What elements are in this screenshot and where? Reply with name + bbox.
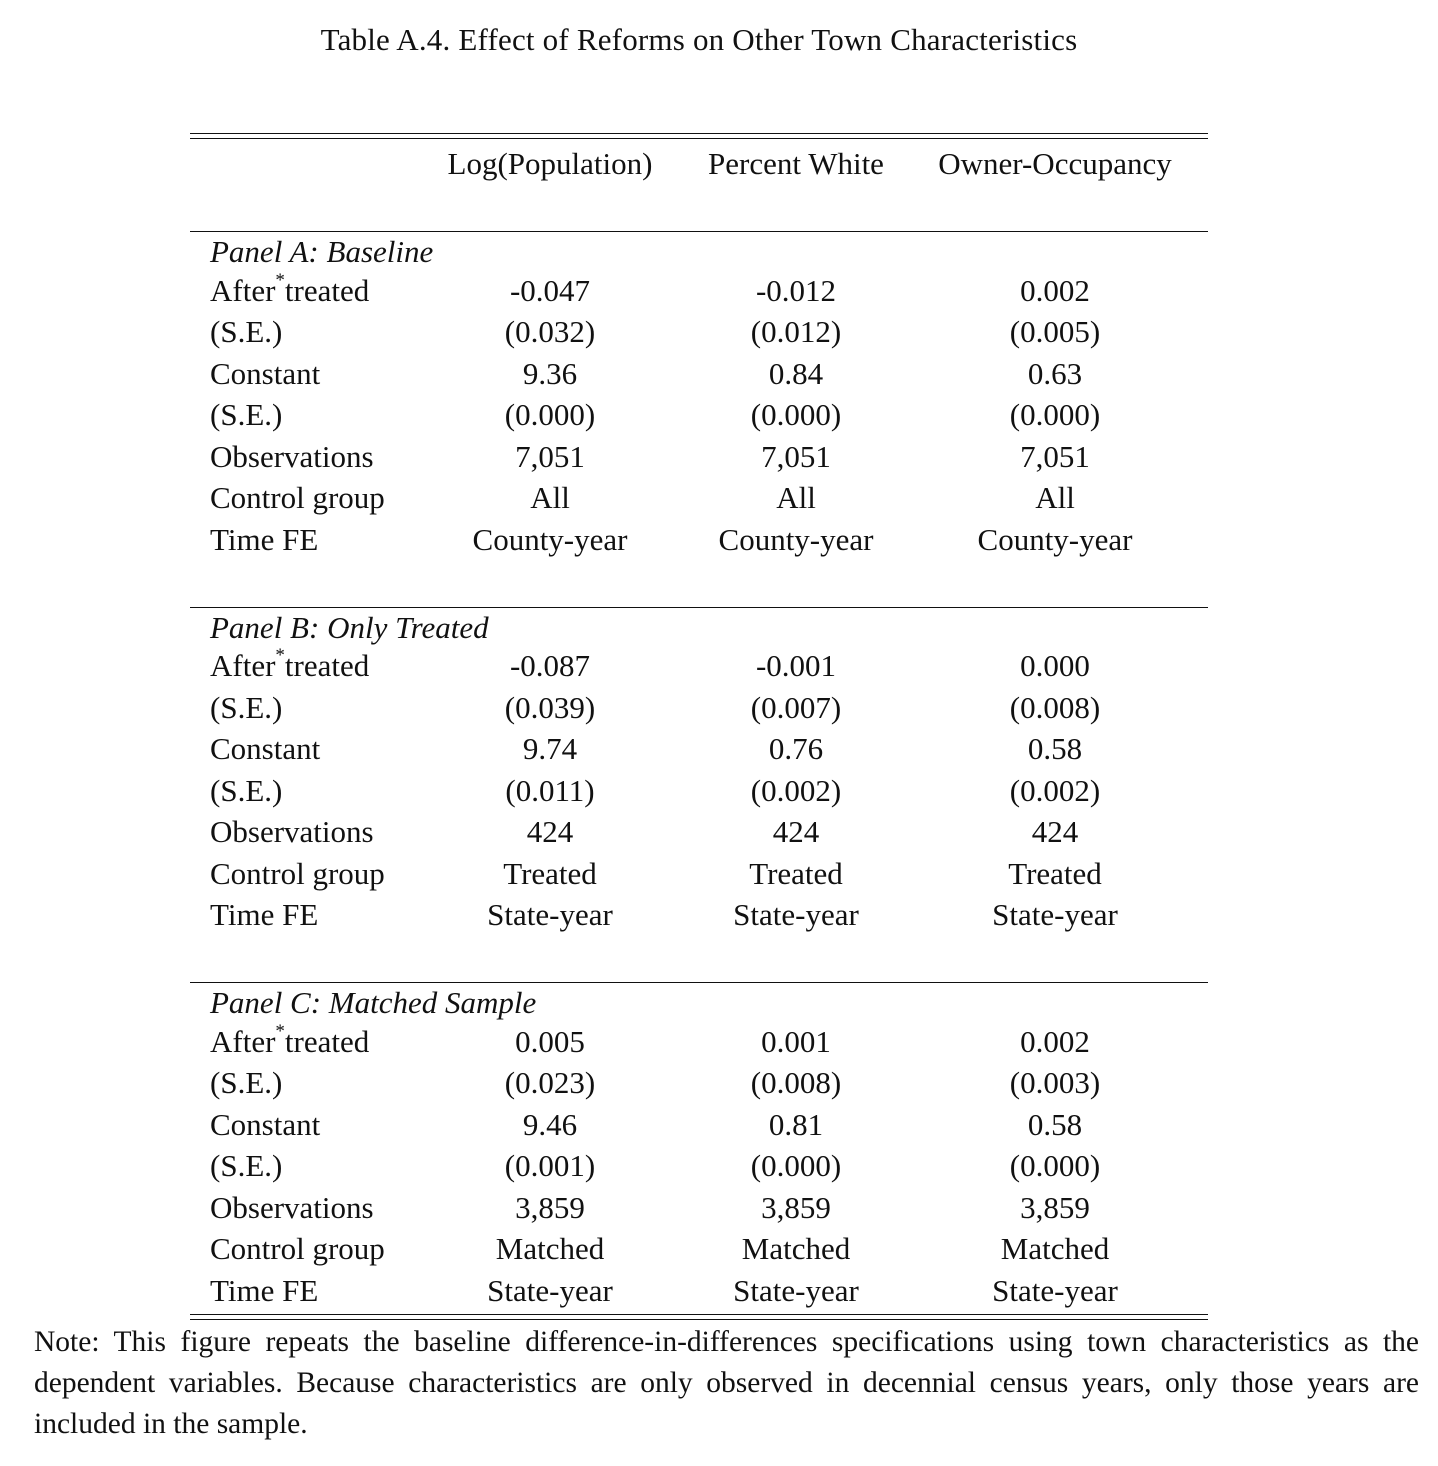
table-cell: All xyxy=(1035,480,1075,516)
table-row xyxy=(190,853,1208,895)
table-cell: 0.81 xyxy=(768,1106,824,1142)
table-cell: 0.63 xyxy=(1027,355,1083,391)
row-label: (S.E.) xyxy=(210,1065,283,1101)
column-header: Percent White xyxy=(708,146,884,181)
table-cell: (0.000) xyxy=(1009,1148,1101,1184)
table-cell: Matched xyxy=(495,1231,605,1267)
table-cell: -0.087 xyxy=(509,648,591,684)
table-cell: 0.58 xyxy=(1027,1106,1083,1142)
table-cell: (0.001) xyxy=(504,1148,596,1184)
table-row xyxy=(190,1063,1208,1105)
table-cell: County-year xyxy=(718,521,874,557)
table-cell: (0.039) xyxy=(504,689,596,725)
table-cell: 424 xyxy=(772,814,820,850)
row-label: (S.E.) xyxy=(210,772,283,808)
panel-title-row xyxy=(190,232,1208,270)
row-label-part: After xyxy=(210,648,276,684)
table-cell: (0.011) xyxy=(505,772,595,808)
table-cell: 9.36 xyxy=(522,355,578,391)
row-label-star: * xyxy=(275,645,285,667)
table-cell: County-year xyxy=(472,521,628,557)
table-title: Table A.4. Effect of Reforms on Other Town Characteristics xyxy=(320,22,1078,57)
table-row xyxy=(190,770,1208,812)
row-label: Control group xyxy=(210,480,385,516)
table-cell: 0.005 xyxy=(515,1023,585,1059)
table-cell: (0.032) xyxy=(504,314,596,350)
table-cell: County-year xyxy=(977,521,1133,557)
row-label: Time FE xyxy=(210,897,319,933)
table-cell: (0.002) xyxy=(1009,772,1101,808)
column-header: Owner-Occupancy xyxy=(938,146,1172,181)
table-row xyxy=(190,1229,1208,1271)
table-cell: State-year xyxy=(992,897,1118,933)
table-row xyxy=(190,729,1208,771)
row-label: Constant xyxy=(210,1106,321,1142)
table-cell: 7,051 xyxy=(515,438,585,474)
row-label xyxy=(190,1020,410,1060)
table-cell: 7,051 xyxy=(1020,438,1090,474)
table-cell: 424 xyxy=(526,814,574,850)
row-label: (S.E.) xyxy=(210,1148,283,1184)
row-label: Observations xyxy=(210,1189,374,1225)
table-row xyxy=(190,270,1208,312)
table-row xyxy=(190,1104,1208,1146)
row-label-star: * xyxy=(275,1020,285,1042)
row-label: (S.E.) xyxy=(210,397,283,433)
table-row xyxy=(190,895,1208,937)
table-row xyxy=(190,646,1208,688)
row-label xyxy=(190,645,410,684)
table-cell: State-year xyxy=(487,897,613,933)
table-cell: State-year xyxy=(487,1272,613,1308)
row-label-part: treated xyxy=(284,648,370,684)
table-cell: All xyxy=(776,480,816,516)
table-cell: (0.000) xyxy=(750,1148,842,1184)
table-cell: 0.84 xyxy=(768,355,824,391)
table-cell: 0.000 xyxy=(1020,648,1090,684)
table-row xyxy=(190,687,1208,729)
panel-title-row xyxy=(190,983,1208,1021)
table-cell: 9.74 xyxy=(522,731,578,767)
table-cell: State-year xyxy=(733,897,859,933)
table-cell: Treated xyxy=(503,855,597,891)
panel-title-row xyxy=(190,608,1208,646)
table-cell: 3,859 xyxy=(1020,1189,1090,1225)
row-label xyxy=(190,269,410,309)
table-row xyxy=(190,812,1208,854)
row-label: Control group xyxy=(210,855,385,891)
table-row xyxy=(190,436,1208,478)
panel-title: Panel A: Baseline xyxy=(210,234,434,269)
table-cell: 424 xyxy=(1031,814,1079,850)
table-cell: (0.008) xyxy=(750,1065,842,1101)
row-label-part: treated xyxy=(284,1023,370,1059)
table-cell: 0.58 xyxy=(1027,731,1083,767)
table-cell: 0.002 xyxy=(1020,272,1090,308)
table-cell: (0.000) xyxy=(1009,397,1101,433)
table-cell: (0.023) xyxy=(504,1065,596,1101)
table-cell: 7,051 xyxy=(761,438,831,474)
panel-title: Panel C: Matched Sample xyxy=(210,985,537,1020)
table-row xyxy=(190,519,1208,561)
table-cell: -0.012 xyxy=(755,272,837,308)
table-cell: (0.000) xyxy=(504,397,596,433)
table-cell: Matched xyxy=(1000,1231,1110,1267)
table-row xyxy=(190,395,1208,437)
table-cell: (0.007) xyxy=(750,689,842,725)
table-note: Note: This figure repeats the baseline difference-in-differences specifications using town characteristics as the dependent variables. Because characteristics are only observed in decennial census years, only those years are included in the sample. xyxy=(34,1326,1419,1440)
table-row xyxy=(190,1021,1208,1063)
table-cell: (0.008) xyxy=(1009,689,1101,725)
row-label: Constant xyxy=(210,355,321,391)
table-cell: Matched xyxy=(741,1231,851,1267)
table-row xyxy=(190,1146,1208,1188)
table-cell: 0.001 xyxy=(761,1023,831,1059)
table-cell: (0.012) xyxy=(750,314,842,350)
table-row xyxy=(190,1270,1208,1312)
table-row xyxy=(190,478,1208,520)
table-cell: (0.002) xyxy=(750,772,842,808)
table-cell: Treated xyxy=(1008,855,1102,891)
table-cell: 0.002 xyxy=(1020,1023,1090,1059)
row-label-part: After xyxy=(210,272,276,308)
table-cell: (0.000) xyxy=(750,397,842,433)
row-label: (S.E.) xyxy=(210,689,283,725)
table-cell: State-year xyxy=(992,1272,1118,1308)
row-label: Time FE xyxy=(210,521,319,557)
row-label-part: treated xyxy=(284,272,370,308)
table-cell: 3,859 xyxy=(515,1189,585,1225)
table-cell: 3,859 xyxy=(761,1189,831,1225)
table-cell: State-year xyxy=(733,1272,859,1308)
table-cell: -0.047 xyxy=(509,272,591,308)
row-label: Observations xyxy=(210,438,374,474)
results-table xyxy=(190,133,1208,1320)
row-label: Time FE xyxy=(210,1272,319,1308)
row-label: Control group xyxy=(210,1231,385,1267)
table-cell: 0.76 xyxy=(768,731,824,767)
table-cell: (0.003) xyxy=(1009,1065,1101,1101)
table-cell: Treated xyxy=(749,855,843,891)
bottom-rule xyxy=(190,1314,1208,1320)
row-label-star: * xyxy=(275,269,285,291)
table-cell: 9.46 xyxy=(522,1106,578,1142)
row-label: (S.E.) xyxy=(210,314,283,350)
column-header-row xyxy=(190,139,1208,189)
panels-container xyxy=(190,231,1208,1314)
row-label-part: After xyxy=(210,1023,276,1059)
table-row xyxy=(190,1187,1208,1229)
column-header: Log(Population) xyxy=(447,146,653,181)
table-cell: -0.001 xyxy=(755,648,837,684)
row-label: Observations xyxy=(210,814,374,850)
panel-title: Panel B: Only Treated xyxy=(210,609,489,645)
row-label: Constant xyxy=(210,731,321,767)
table-row xyxy=(190,312,1208,354)
table-row xyxy=(190,353,1208,395)
table-cell: All xyxy=(530,480,570,516)
table-cell: (0.005) xyxy=(1009,314,1101,350)
